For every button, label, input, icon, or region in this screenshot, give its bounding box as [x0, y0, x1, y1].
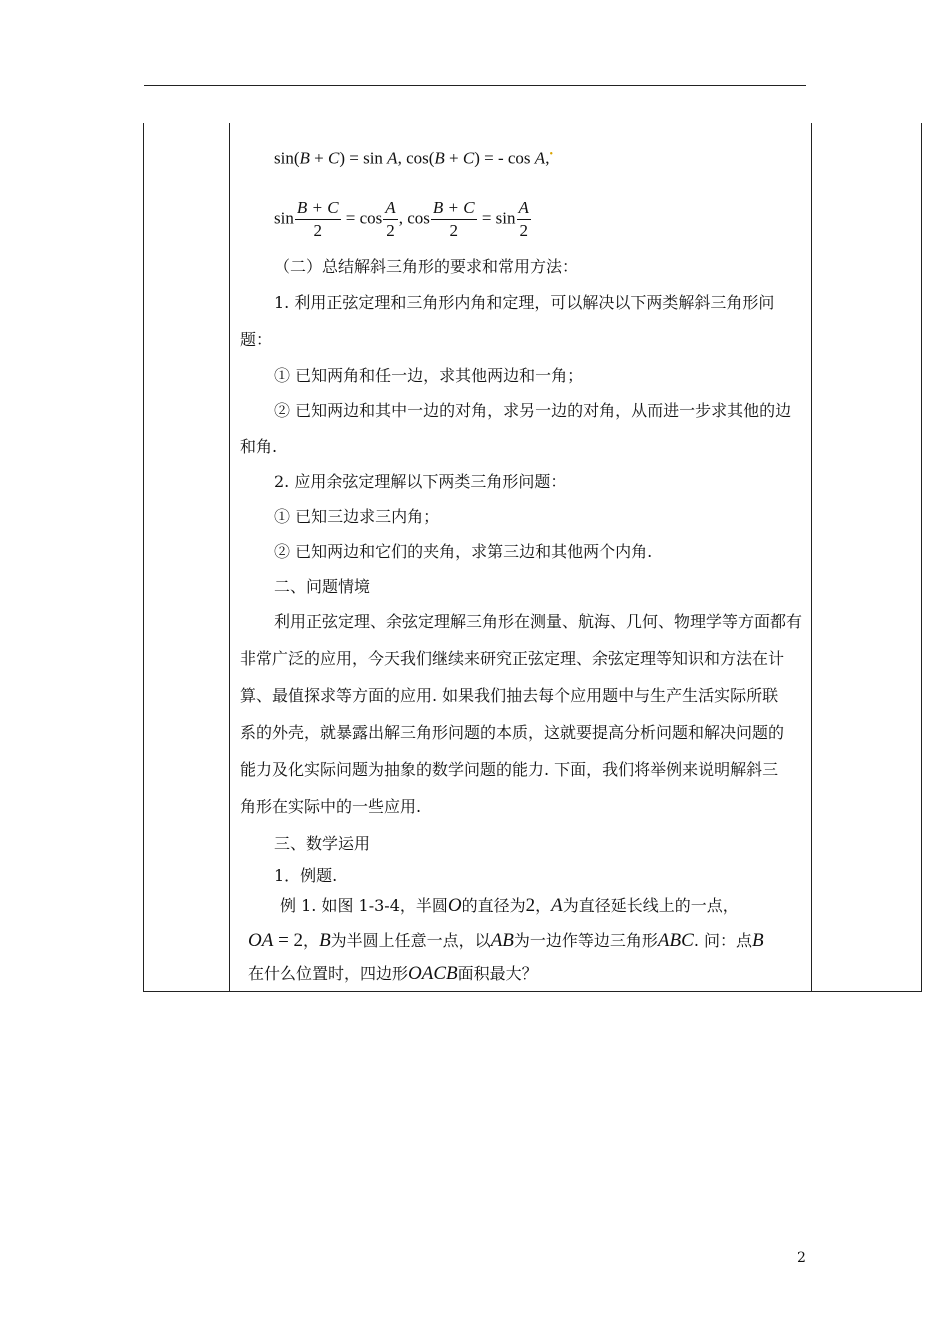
section2-paragraph-line: 能力及化实际问题为抽象的数学问题的能力. 下面，我们将举例来说明解斜三	[240, 760, 779, 779]
formula-half-angle-identity: sin $\frac{B + C}{2}$ = cos $\frac{A}{2}$ , cos $\frac{B + C}{2}$ = sin $\frac{A}{2}$	[274, 198, 529, 240]
example1-line-3: 在什么位置时，四边形OACB面积最大？	[248, 963, 538, 984]
formula-sum-identity: sin(B + C) = sin A, cos(B + C) = - cos A,•	[274, 148, 553, 168]
lesson-content-cell	[230, 123, 812, 992]
example1-line-1: 例 1. 如图 1-3-4，半圆O的直径为2，A为直径延长线上的一点，	[280, 895, 739, 916]
example1-line-2: OA = 2，B为半圆上任意一点，以AB为一边作等边三角形ABC. 问：点B	[248, 930, 764, 951]
section3-heading: 三、数学运用	[274, 834, 371, 853]
section2-heading: 二、问题情境	[274, 577, 371, 596]
page-number: 2	[797, 1250, 806, 1266]
header-rule	[144, 85, 806, 86]
item1-case1: ① 已知两角和任一边，求其他两边和一角；	[274, 366, 584, 385]
item2-case1: ① 已知三边求三内角；	[274, 507, 440, 526]
section2-paragraph-line: 非常广泛的应用，今天我们继续来研究正弦定理、余弦定理等知识和方法在计	[240, 649, 785, 668]
summary-heading: （二）总结解斜三角形的要求和常用方法：	[274, 257, 579, 276]
section2-paragraph-line: 系的外壳，就暴露出解三角形问题的本质，这就要提高分析问题和解决问题的	[240, 723, 785, 742]
item1-line-b: 题：	[240, 330, 273, 349]
item1-case2-line-a: ② 已知两边和其中一边的对角，求另一边的对角，从而进一步求其他的边	[274, 401, 792, 420]
item2: 2. 应用余弦定理解以下两类三角形问题：	[274, 472, 567, 491]
section2-paragraph-line: 利用正弦定理、余弦定理解三角形在测量、航海、几何、物理学等方面都有	[274, 612, 803, 631]
section2-paragraph-line: 角形在实际中的一些应用.	[240, 797, 422, 816]
section2-paragraph-line: 算、最值探求等方面的应用. 如果我们抽去每个应用题中与生产生活实际所联	[240, 686, 779, 705]
item1-case2-line-b: 和角.	[240, 437, 278, 456]
examples-label: 1．例题.	[274, 866, 338, 885]
item2-case2: ② 已知两边和它们的夹角，求第三边和其他两个内角.	[274, 542, 653, 561]
item1-line-a: 1. 利用正弦定理和三角形内角和定理，可以解决以下两类解斜三角形问	[274, 293, 775, 312]
